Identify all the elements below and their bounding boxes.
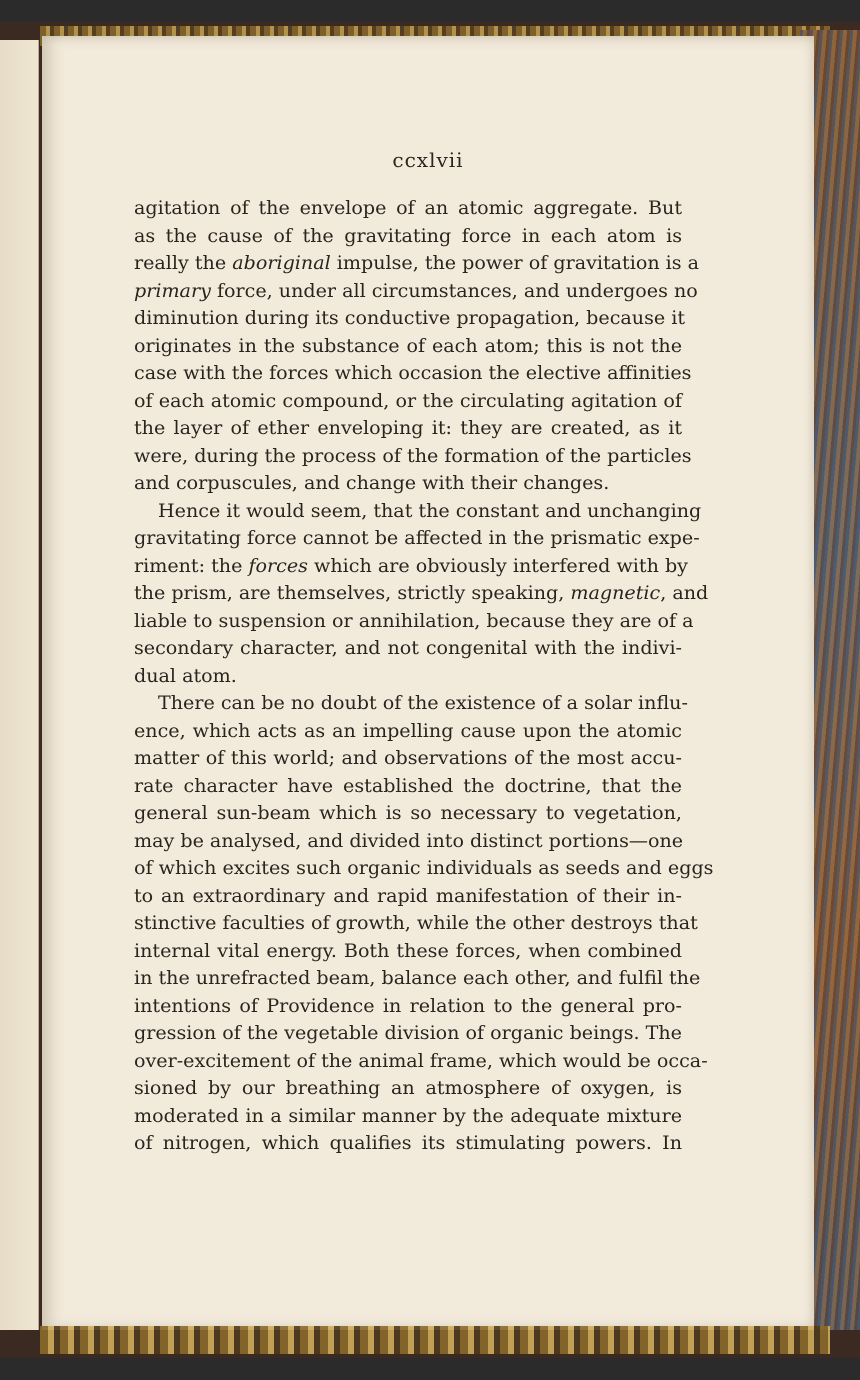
text-line: diminution during its conductive propagation, because it — [134, 306, 686, 329]
text-line: moderated in a similar manner by the adequate mixture — [134, 1103, 682, 1127]
text-segment: which are obviously interfered with by — [307, 553, 688, 577]
text-line — [134, 249, 700, 277]
text-line: Hence it would seem, that the constant and unchanging — [158, 498, 702, 522]
text-line: may be analysed, and divided into distinct portions—one — [134, 828, 684, 852]
text-line: intentions of Providence in relation to the general pro- — [134, 993, 682, 1017]
italic-word: primary — [134, 278, 211, 302]
text-line: internal vital energy. Both these forces, when combined — [134, 938, 682, 962]
italic-word: aboriginal — [232, 251, 331, 274]
text-segment: impulse, the power of gravitation is a — [330, 251, 700, 274]
text-line — [134, 552, 688, 580]
text-line: to an extraordinary and rapid manifestation of their in- — [134, 883, 682, 907]
text-line — [134, 277, 698, 305]
text-line: stinctive faculties of growth, while the other destroys that — [134, 911, 698, 934]
text-segment: force, under all circumstances, and undergoes no — [210, 278, 698, 302]
text-line: as the cause of the gravitating force in each atom is — [134, 223, 682, 247]
text-line: were, during the process of the formation of the particles — [134, 443, 692, 467]
text-line: There can be no doubt of the existence of a solar influ- — [158, 691, 688, 714]
italic-word: magnetic — [570, 581, 661, 604]
text-segment: really the — [134, 251, 233, 274]
page-number: ccxlvii — [392, 148, 464, 172]
body-text — [134, 194, 714, 1157]
text-line: dual atom. — [134, 663, 237, 687]
text-line: originates in the substance of each atom; this is not the — [134, 333, 682, 357]
text-segment: , and — [660, 581, 709, 604]
text-line: secondary character, and not congenital with the indivi- — [134, 636, 682, 659]
text-line: over-excitement of the animal frame, which would be occa- — [134, 1048, 708, 1072]
text-line: and corpuscules, and change with their changes. — [134, 471, 610, 494]
text-line — [134, 579, 709, 607]
text-line: of which excites such organic individuals as seeds and eggs — [134, 856, 714, 879]
italic-word: forces — [248, 553, 308, 577]
text-line: general sun-beam which is so necessary to vegetation, — [134, 801, 682, 824]
book-page — [42, 36, 814, 1330]
text-line: the layer of ether enveloping it: they are created, as it — [134, 416, 682, 439]
text-line: rate character have established the doctrine, that the — [134, 773, 682, 797]
text-line: matter of this world; and observations of the most accu- — [134, 746, 682, 769]
gilt-edge-bottom — [40, 1326, 830, 1354]
text-segment: the prism, are themselves, strictly speaking, — [134, 581, 571, 604]
text-line: in the unrefracted beam, balance each other, and fulfil the — [134, 966, 701, 989]
text-line: sioned by our breathing an atmosphere of oxygen, is — [134, 1076, 682, 1099]
text-line: of nitrogen, which qualifies its stimulating powers. In — [134, 1131, 682, 1154]
text-line: agitation of the envelope of an atomic aggregate. But — [134, 196, 682, 219]
left-page-edge — [0, 40, 39, 1330]
text-line: gravitating force cannot be affected in the prismatic expe- — [134, 526, 700, 549]
text-line: gression of the vegetable division of organic beings. The — [134, 1021, 682, 1044]
text-segment: riment: the — [134, 553, 249, 577]
text-line: of each atomic compound, or the circulating agitation of — [134, 388, 682, 412]
text-line: case with the forces which occasion the elective affinities — [134, 361, 692, 384]
text-line: ence, which acts as an impelling cause upon the atomic — [134, 718, 682, 742]
text-line: liable to suspension or annihilation, because they are of a — [134, 608, 694, 632]
